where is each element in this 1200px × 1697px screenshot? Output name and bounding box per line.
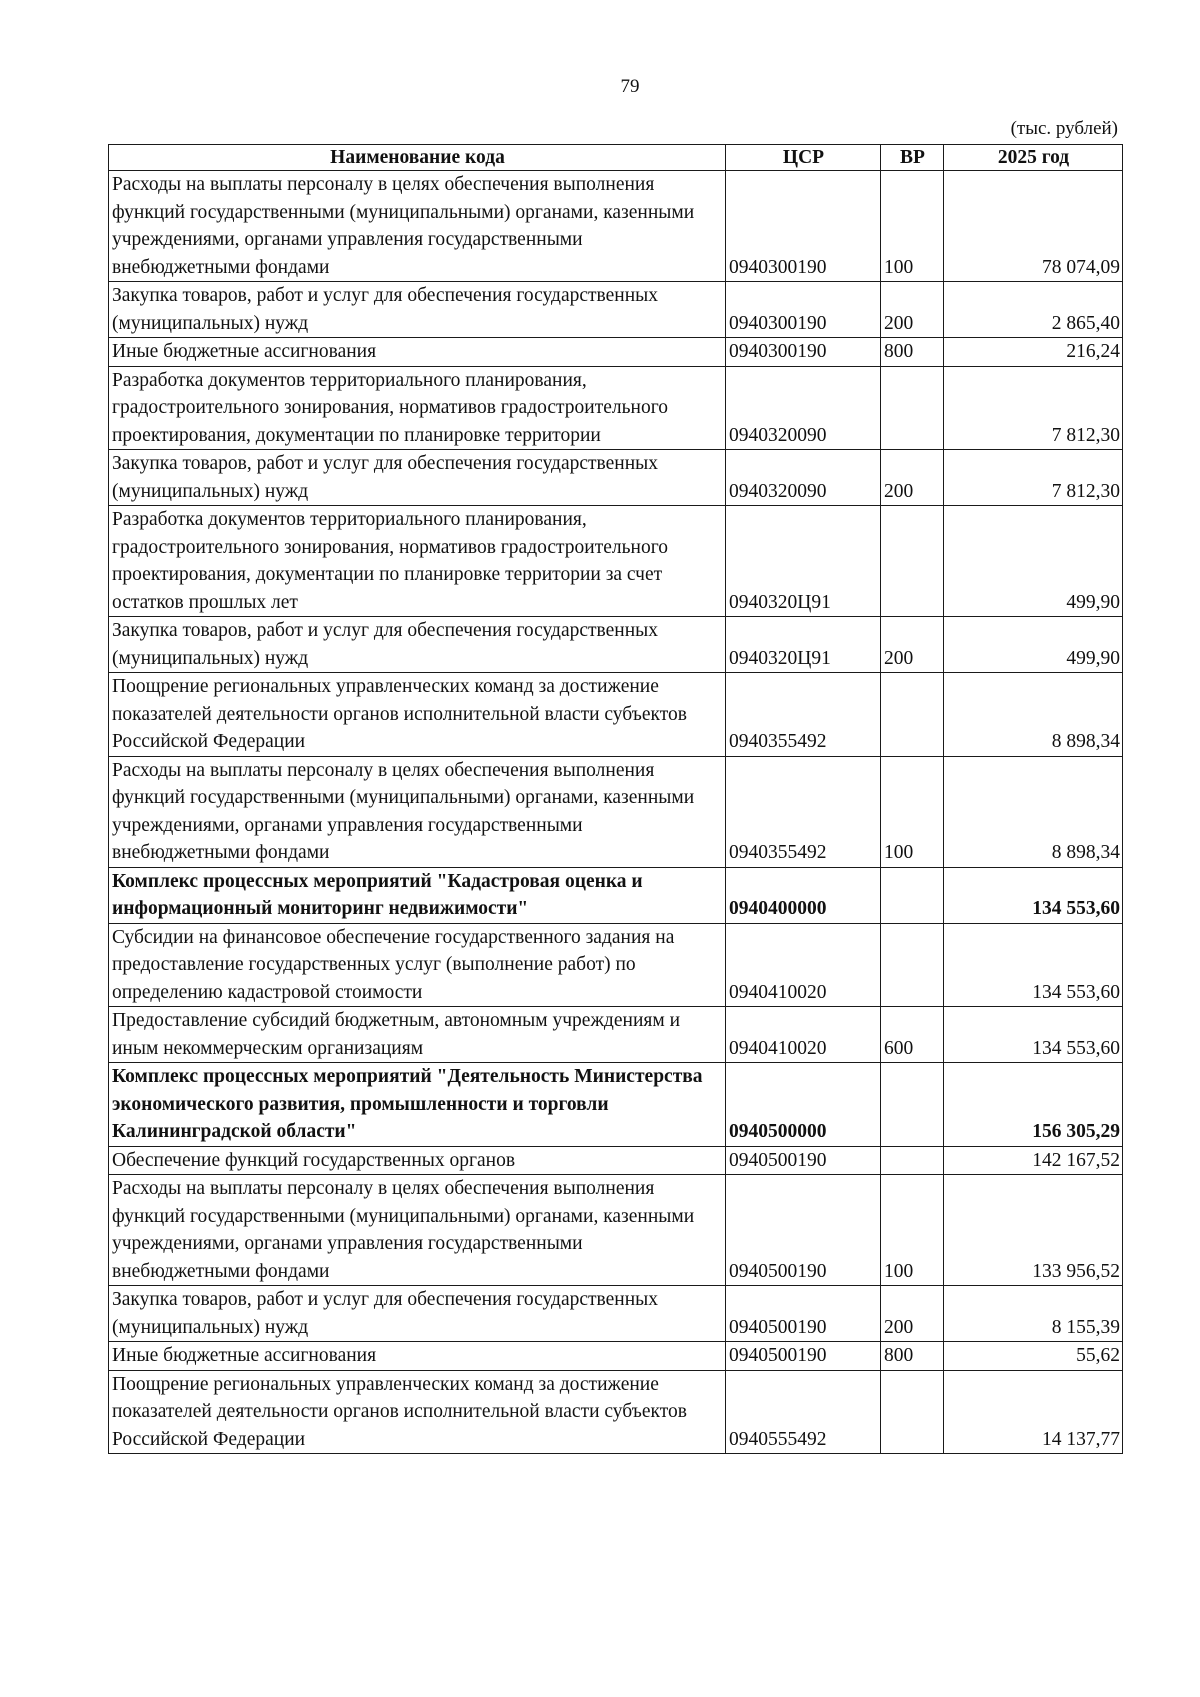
row-sum: 7 812,30 [944, 450, 1123, 506]
table-row [109, 1063, 1123, 1147]
row-name: Расходы на выплаты персоналу в целях обеспечения выполнения функций государственными (муниципальными) органами, казенными учреждениями, органами управления государственными внебюджетными фондами [109, 756, 726, 867]
row-vr: 100 [881, 756, 944, 867]
table-row [109, 1342, 1123, 1371]
header-vr: ВР [881, 145, 944, 171]
row-sum: 14 137,77 [944, 1370, 1123, 1454]
row-name: Комплекс процессных мероприятий "Кадастровая оценка и информационный мониторинг недвижимости" [109, 867, 726, 923]
table-row [109, 1007, 1123, 1063]
row-sum: 134 553,60 [944, 923, 1123, 1007]
row-name: Субсидии на финансовое обеспечение государственного задания на предоставление государственных услуг (выполнение работ) по определению кадастровой стоимости [109, 923, 726, 1007]
table-header-row [109, 145, 1123, 171]
table-row [109, 617, 1123, 673]
table-row [109, 1370, 1123, 1454]
row-csr: 0940300190 [726, 282, 881, 338]
table-row [109, 756, 1123, 867]
row-name: Расходы на выплаты персоналу в целях обеспечения выполнения функций государственными (муниципальными) органами, казенными учреждениями, органами управления государственными внебюджетными фондами [109, 171, 726, 282]
row-vr [881, 867, 944, 923]
row-sum: 7 812,30 [944, 366, 1123, 450]
table-row [109, 1286, 1123, 1342]
row-csr: 0940500000 [726, 1063, 881, 1147]
row-csr: 0940320Ц91 [726, 617, 881, 673]
table-row [109, 1146, 1123, 1175]
row-csr: 0940355492 [726, 673, 881, 757]
row-vr [881, 1063, 944, 1147]
row-name: Иные бюджетные ассигнования [109, 1342, 726, 1371]
row-csr: 0940320090 [726, 366, 881, 450]
row-csr: 0940410020 [726, 1007, 881, 1063]
row-csr: 0940320Ц91 [726, 506, 881, 617]
table-row [109, 923, 1123, 1007]
row-name: Предоставление субсидий бюджетным, автономным учреждениям и иным некоммерческим организациям [109, 1007, 726, 1063]
units-label: (тыс. рублей) [1010, 118, 1118, 139]
row-name: Закупка товаров, работ и услуг для обеспечения государственных (муниципальных) нужд [109, 282, 726, 338]
row-vr: 200 [881, 450, 944, 506]
row-sum: 78 074,09 [944, 171, 1123, 282]
table-body [109, 171, 1123, 1454]
row-name: Закупка товаров, работ и услуг для обеспечения государственных (муниципальных) нужд [109, 617, 726, 673]
row-name: Поощрение региональных управленческих команд за достижение показателей деятельности органов исполнительной власти субъектов Российской Федерации [109, 673, 726, 757]
row-csr: 0940500190 [726, 1342, 881, 1371]
row-name: Обеспечение функций государственных органов [109, 1146, 726, 1175]
table-row [109, 282, 1123, 338]
row-vr: 800 [881, 338, 944, 367]
header-csr: ЦСР [726, 145, 881, 171]
row-sum: 2 865,40 [944, 282, 1123, 338]
row-vr: 200 [881, 1286, 944, 1342]
table-row [109, 366, 1123, 450]
row-csr: 0940355492 [726, 756, 881, 867]
row-vr [881, 1146, 944, 1175]
row-vr [881, 506, 944, 617]
row-vr [881, 1370, 944, 1454]
row-csr: 0940555492 [726, 1370, 881, 1454]
row-sum: 156 305,29 [944, 1063, 1123, 1147]
row-sum: 499,90 [944, 617, 1123, 673]
row-sum: 8 898,34 [944, 673, 1123, 757]
row-name: Разработка документов территориального планирования, градостроительного зонирования, нормативов градостроительного проектирования, документации по планировке территории за счет остатков прошлых лет [109, 506, 726, 617]
row-csr: 0940300190 [726, 338, 881, 367]
row-sum: 133 956,52 [944, 1175, 1123, 1286]
budget-table [108, 144, 1123, 1454]
table-row [109, 673, 1123, 757]
row-csr: 0940300190 [726, 171, 881, 282]
row-vr [881, 673, 944, 757]
row-name: Комплекс процессных мероприятий "Деятельность Министерства экономического развития, промышленности и торговли Калининградской области" [109, 1063, 726, 1147]
row-name: Закупка товаров, работ и услуг для обеспечения государственных (муниципальных) нужд [109, 1286, 726, 1342]
row-sum: 216,24 [944, 338, 1123, 367]
row-name: Разработка документов территориального планирования, градостроительного зонирования, нормативов градостроительного проектирования, документации по планировке территории [109, 366, 726, 450]
row-sum: 8 898,34 [944, 756, 1123, 867]
header-sum: 2025 год [944, 145, 1123, 171]
row-sum: 134 553,60 [944, 1007, 1123, 1063]
row-name: Закупка товаров, работ и услуг для обеспечения государственных (муниципальных) нужд [109, 450, 726, 506]
row-sum: 134 553,60 [944, 867, 1123, 923]
table-row [109, 338, 1123, 367]
row-csr: 0940500190 [726, 1146, 881, 1175]
row-sum: 142 167,52 [944, 1146, 1123, 1175]
page-number: 79 [620, 76, 640, 97]
row-csr: 0940500190 [726, 1175, 881, 1286]
row-sum: 499,90 [944, 506, 1123, 617]
row-sum: 55,62 [944, 1342, 1123, 1371]
row-vr: 100 [881, 1175, 944, 1286]
row-csr: 0940410020 [726, 923, 881, 1007]
row-name: Расходы на выплаты персоналу в целях обеспечения выполнения функций государственными (муниципальными) органами, казенными учреждениями, органами управления государственными внебюджетными фондами [109, 1175, 726, 1286]
header-name: Наименование кода [109, 145, 726, 171]
table-row [109, 1175, 1123, 1286]
row-csr: 0940320090 [726, 450, 881, 506]
row-vr: 100 [881, 171, 944, 282]
row-vr: 200 [881, 282, 944, 338]
row-csr: 0940500190 [726, 1286, 881, 1342]
table-row [109, 867, 1123, 923]
row-vr: 600 [881, 1007, 944, 1063]
row-name: Поощрение региональных управленческих команд за достижение показателей деятельности органов исполнительной власти субъектов Российской Федерации [109, 1370, 726, 1454]
table-row [109, 171, 1123, 282]
table-row [109, 450, 1123, 506]
row-csr: 0940400000 [726, 867, 881, 923]
row-vr [881, 923, 944, 1007]
row-vr [881, 366, 944, 450]
table-row [109, 506, 1123, 617]
row-sum: 8 155,39 [944, 1286, 1123, 1342]
row-vr: 800 [881, 1342, 944, 1371]
row-name: Иные бюджетные ассигнования [109, 338, 726, 367]
row-vr: 200 [881, 617, 944, 673]
